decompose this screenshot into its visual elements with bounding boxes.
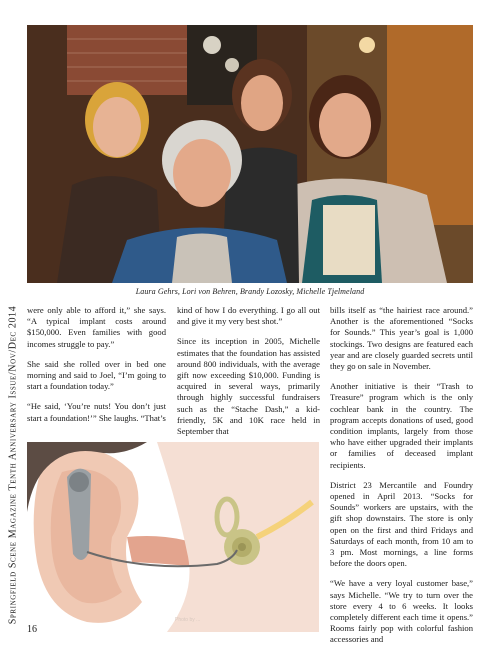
paragraph: bills itself as “the hairiest race around.” Another is the aforementioned “Socks for Sounds.” This year’s goal is 1,000 stockings. Two designs are featured each year and are closely guarded secrets until they go on sale in November. [330,305,473,372]
paragraph: Another initiative is their “Trash to Treasure” program which is the only cochlear bank in the country. The program accepts donations of used, good condition implants, largely from those who have either upgraded their implants or families of deceased implant recipients. [330,381,473,470]
group-photo-art [27,25,473,283]
paragraph: Since its inception in 2005, Michelle estimates that the foundation has assisted around 800 individuals, with the average gift now exceeding $10,000. Funding is acquired in several ways, primarily through highly successful fundraisers such as the “Stache Dash,” a kid-friendly, 5K and 10K race held in September that [177,336,320,437]
ear-anatomy-art [27,442,319,632]
running-head-text: Springfield Scene Magazine Tenth Anniversary Issue/Nov/Dec 2014 [7,305,19,625]
paragraph: kind of how I do everything. I go all out and give it my very best shot.” [177,305,320,327]
page-number: 16 [27,624,37,635]
article-column-2 [177,305,320,446]
paragraph: She said she rolled over in bed one morning and said to Joel, “I’m going to start a foundation today.” [27,358,166,392]
article-column-3 [330,305,473,655]
illustration-credit: Photo by ... [175,617,201,623]
article-column-1 [27,305,166,433]
cochlear-implant-illustration [27,442,319,632]
paragraph: District 23 Mercantile and Foundry opened in April 2013. “Socks for Sounds” workers are upstairs, with the gift shop downstairs. The store is only open on the first and third Fridays and Saturdays of each month, from 10 am to 3 pm. Most mornings, a line forms before the doors open. [330,479,473,569]
paragraph: were only able to afford it,” she says. “A typical implant costs around $150,000. Even families with good incomes struggle to pay.” [27,305,166,349]
photo-caption: Laura Gehrs, Lori von Behren, Brandy Lozosky, Michelle Tjelmeland [135,287,365,296]
paragraph: “He said, ‘You’re nuts! You don’t just start a foundation!’” She laughs. “That’s [27,401,166,423]
paragraph: “We have a very loyal customer base,” says Michelle. “We try to turn over the store every 4 to 6 weeks. It looks completely different each time it opens.” Rooms fairly pop with colorful fashion accessories and [330,578,473,645]
running-head [4,305,22,625]
group-photo [27,25,473,283]
